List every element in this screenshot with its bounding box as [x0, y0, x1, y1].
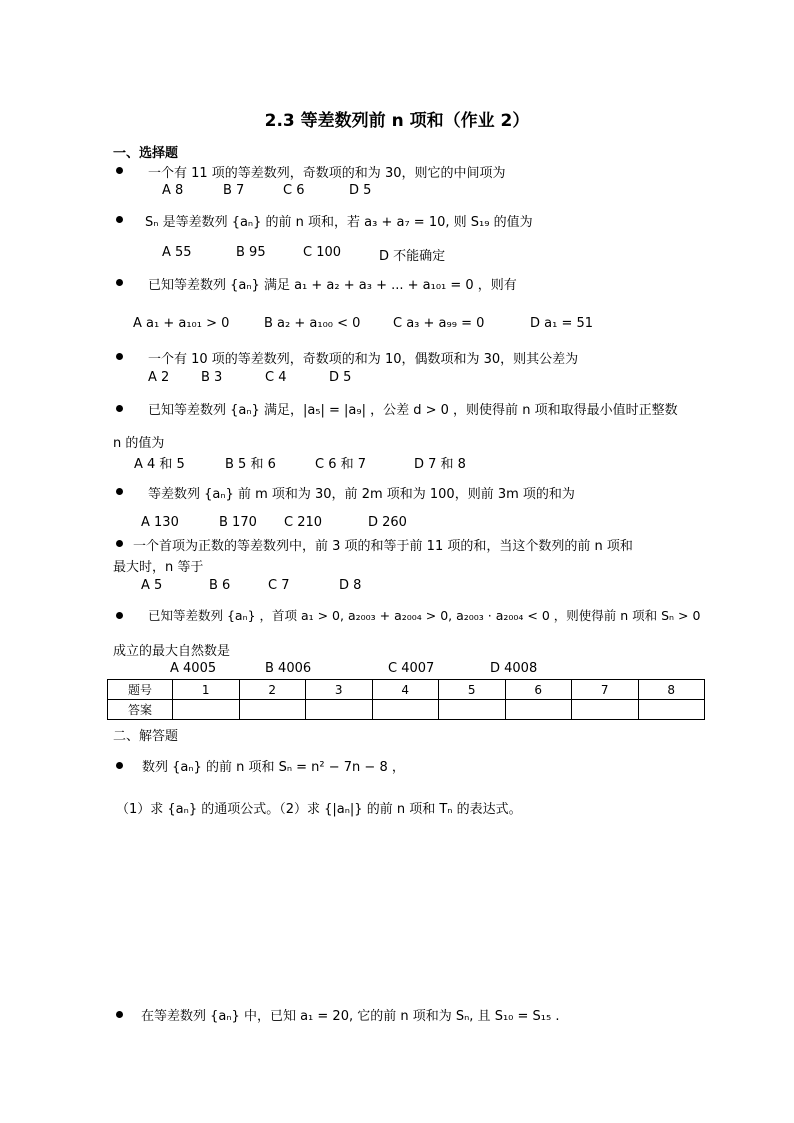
section-choice-heading: 一、选择题: [113, 146, 179, 161]
question-8-text: 已知等差数列 {aₙ} ，首项 a₁ > 0, a₂₀₀₃ + a₂₀₀₄ > 0, a₂₀₀₃ · a₂₀₀₄ < 0 ，则使得前 n 项和 Sₙ > 0: [148, 608, 701, 623]
answer-table-answer-label: 答案: [108, 700, 173, 720]
answer-table-number-cell: 8: [638, 680, 705, 700]
question-4-text: 一个有 10 项的等差数列，奇数项的和为 10，偶数项和为 30，则其公差为: [148, 352, 579, 367]
question-7-option-d: D 8: [339, 578, 362, 593]
question-6-option-c: C 210: [284, 515, 323, 530]
answer-table-number-cell: 1: [173, 680, 240, 700]
answer-table-number-cell: 4: [372, 680, 439, 700]
question-4-option-b: B 3: [201, 370, 223, 385]
question-7-text-continued: 最大时，n 等于: [113, 560, 204, 575]
answer-table-number-cell: 7: [572, 680, 639, 700]
question-1-option-a: A 8: [162, 183, 184, 198]
question-3-option-c: C a₃ + a₉₉ = 0: [393, 316, 485, 331]
question-2-option-b: B 95: [236, 245, 266, 260]
bullet-icon: [116, 353, 123, 360]
answer-table-number-cell: 6: [505, 680, 572, 700]
question-1-option-d: D 5: [349, 183, 372, 198]
question-8-option-b: B 4006: [265, 661, 312, 676]
question-3-text: 已知等差数列 {aₙ} 满足 a₁ + a₂ + a₃ + ... + a₁₀₁ = 0 ，则有: [148, 278, 517, 293]
answer-cell[interactable]: [439, 700, 506, 720]
question-7-text: 一个首项为正数的等差数列中，前 3 项的和等于前 11 项的和，当这个数列的前 n 项和: [133, 539, 633, 554]
answer-table-number-cell: 2: [239, 680, 306, 700]
question-3-option-d: D a₁ = 51: [530, 316, 594, 331]
answer-cell[interactable]: [239, 700, 306, 720]
section-solution-heading: 二、解答题: [113, 729, 179, 744]
question-8-text-continued: 成立的最大自然数是: [113, 644, 231, 659]
page-title: 2.3 等差数列前 n 项和（作业 2）: [264, 111, 530, 131]
answer-cell[interactable]: [173, 700, 240, 720]
question-6-option-b: B 170: [219, 515, 257, 530]
question-6-text: 等差数列 {aₙ} 前 m 项和为 30，前 2m 项和为 100，则前 3m 项的和为: [148, 487, 575, 502]
answer-cell[interactable]: [572, 700, 639, 720]
question-6-option-a: A 130: [141, 515, 179, 530]
question-6-option-d: D 260: [368, 515, 407, 530]
bullet-icon: [116, 488, 123, 495]
question-8-option-d: D 4008: [490, 661, 538, 676]
answer-cell[interactable]: [638, 700, 705, 720]
question-7-option-c: C 7: [268, 578, 290, 593]
answer-table-number-cell: 3: [306, 680, 373, 700]
question-2-option-a: A 55: [162, 245, 192, 260]
question-2-text: Sₙ 是等差数列 {aₙ} 的前 n 项和，若 a₃ + a₇ = 10, 则 S₁₉ 的值为: [145, 215, 533, 230]
answer-cell[interactable]: [505, 700, 572, 720]
answer-table-answer-row: [108, 700, 705, 720]
question-5-option-c: C 6 和 7: [315, 457, 367, 472]
problem-2-text: 在等差数列 {aₙ} 中，已知 a₁ = 20, 它的前 n 项和为 Sₙ, 且 S₁₀ = S₁₅ .: [141, 1009, 560, 1024]
answer-cell[interactable]: [306, 700, 373, 720]
question-2-option-d: D 不能确定: [379, 249, 446, 264]
question-4-option-d: D 5: [329, 370, 352, 385]
problem-1-questions: （1）求 {aₙ} 的通项公式。（2）求 {|aₙ|} 的前 n 项和 Tₙ 的表达式。: [116, 802, 522, 817]
bullet-icon: [116, 279, 123, 286]
bullet-icon: [116, 167, 123, 174]
bullet-icon: [116, 405, 123, 412]
answer-table-number-label: 题号: [108, 680, 173, 700]
question-8-option-c: C 4007: [388, 661, 435, 676]
bullet-icon: [116, 1011, 123, 1018]
question-1-option-b: B 7: [223, 183, 245, 198]
question-4-option-a: A 2: [148, 370, 170, 385]
answer-table-number-cell: 5: [439, 680, 506, 700]
question-4-option-c: C 4: [265, 370, 287, 385]
bullet-icon: [116, 216, 123, 223]
question-5-text: 已知等差数列 {aₙ} 满足，|a₅| = |a₉| ，公差 d > 0 ，则使得前 n 项和取得最小值时正整数: [148, 403, 678, 418]
answer-table-number-row: [108, 680, 705, 700]
question-2-option-c: C 100: [303, 245, 342, 260]
question-1-text: 一个有 11 项的等差数列，奇数项的和为 30，则它的中间项为: [148, 166, 506, 181]
bullet-icon: [116, 762, 123, 769]
question-8-option-a: A 4005: [170, 661, 217, 676]
question-7-option-a: A 5: [141, 578, 163, 593]
question-5-option-b: B 5 和 6: [225, 457, 276, 472]
answer-cell[interactable]: [372, 700, 439, 720]
question-5-text-continued: n 的值为: [113, 436, 165, 451]
question-5-option-a: A 4 和 5: [134, 457, 185, 472]
bullet-icon: [116, 612, 123, 619]
question-3-option-b: B a₂ + a₁₀₀ < 0: [264, 316, 361, 331]
question-5-option-d: D 7 和 8: [414, 457, 466, 472]
problem-1-text: 数列 {aₙ} 的前 n 项和 Sₙ = n² − 7n − 8 ，: [142, 760, 405, 775]
bullet-icon: [116, 540, 123, 547]
question-1-option-c: C 6: [283, 183, 305, 198]
answer-table: [107, 679, 705, 720]
question-7-option-b: B 6: [209, 578, 231, 593]
question-3-option-a: A a₁ + a₁₀₁ > 0: [133, 316, 230, 331]
